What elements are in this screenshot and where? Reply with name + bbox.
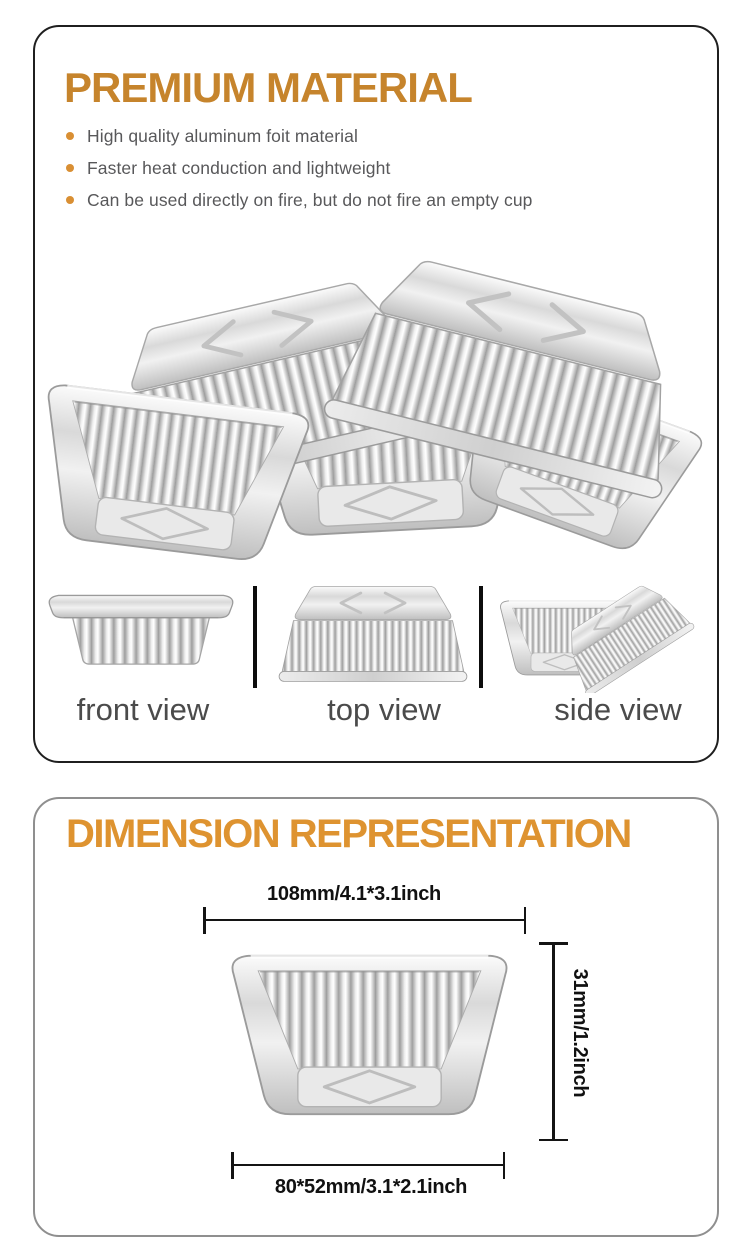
bullet-text: High quality aluminum foit material	[87, 125, 358, 146]
top-view-image	[278, 584, 468, 686]
bullet-text: Faster heat conduction and lightweight	[87, 157, 391, 178]
view-divider	[479, 586, 483, 688]
bottom-dimension-label: 80*52mm/3.1*2.1inch	[274, 1176, 468, 1198]
view-divider	[253, 586, 257, 688]
product-photo-cluster-image	[45, 240, 705, 570]
bullet-dot-icon	[66, 132, 74, 140]
premium-title: PREMIUM MATERIAL	[64, 64, 472, 111]
dimension-title: DIMENSION REPRESENTATION	[66, 812, 631, 856]
bullet-dot-icon	[66, 164, 74, 172]
bullet-dot-icon	[66, 196, 74, 204]
top-view-label: top view	[327, 692, 441, 727]
bullet-item	[66, 184, 533, 216]
side-view-image	[500, 574, 705, 693]
bottom-dimension-line	[231, 1164, 505, 1166]
bullet-item	[66, 120, 533, 152]
front-view-image	[46, 592, 236, 671]
bullet-item	[66, 152, 533, 184]
side-dimension-line	[552, 942, 555, 1141]
top-dimension-label: 108mm/4.1*3.1inch	[267, 883, 441, 905]
dimension-tray-image	[228, 952, 511, 1118]
bullet-text: Can be used directly on fire, but do not fire an empty cup	[87, 189, 533, 210]
top-dimension-line	[203, 919, 526, 921]
side-dimension-label: 31mm/1.2inch	[569, 968, 591, 1098]
front-view-label: front view	[76, 692, 210, 727]
premium-bullet-list	[66, 120, 533, 216]
side-view-label: side view	[554, 692, 682, 727]
